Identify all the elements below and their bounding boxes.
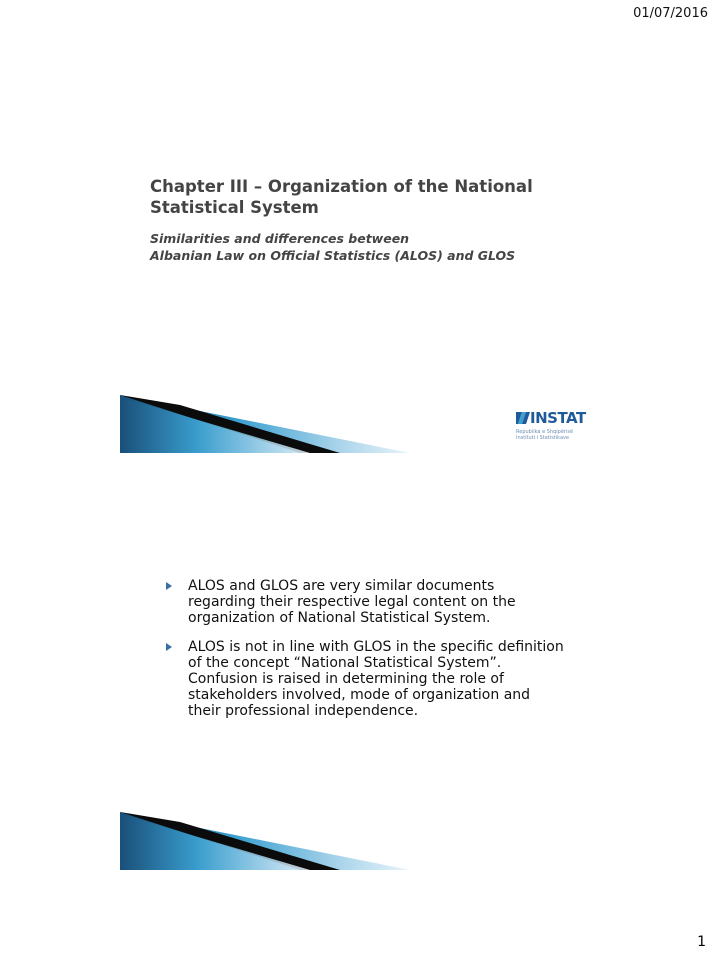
bullet-item bbox=[164, 578, 564, 626]
instat-logo-icon bbox=[516, 412, 530, 424]
bullet-arrow-icon bbox=[166, 643, 172, 651]
bullet-item bbox=[164, 639, 564, 719]
page-number: 1 bbox=[697, 934, 706, 950]
slide-title-page bbox=[120, 133, 600, 453]
decorative-wedge bbox=[120, 812, 410, 870]
bullet-text: ALOS and GLOS are very similar documents regarding their respective legal content on the organization of National Statistical System. bbox=[188, 578, 516, 626]
bullet-list bbox=[164, 578, 564, 732]
decorative-wedge bbox=[120, 395, 410, 453]
instat-logo bbox=[516, 409, 590, 445]
logo-subtitle-line-1: Republika e Shqipërisë bbox=[516, 429, 574, 435]
subtitle-line-2: Albanian Law on Official Statistics (ALOS) and GLOS bbox=[150, 248, 516, 263]
logo-name: INSTAT bbox=[530, 409, 586, 427]
logo-subtitle bbox=[516, 429, 590, 441]
slide-content-page bbox=[120, 550, 600, 870]
print-date: 01/07/2016 bbox=[633, 6, 708, 21]
slide-title: Chapter III – Organization of the National Statistical System bbox=[150, 177, 533, 217]
logo-subtitle-line-2: Instituti i Statistikave bbox=[516, 435, 570, 441]
subtitle-line-1: Similarities and differences between bbox=[150, 231, 410, 246]
bullet-text: ALOS is not in line with GLOS in the specific definition of the concept “National Statistical System”. Confusion is raised in determining the role of stakeholders involved, mode of organization and their professional independence. bbox=[188, 639, 564, 719]
bullet-arrow-icon bbox=[166, 582, 172, 590]
slide-subtitle bbox=[150, 230, 590, 264]
